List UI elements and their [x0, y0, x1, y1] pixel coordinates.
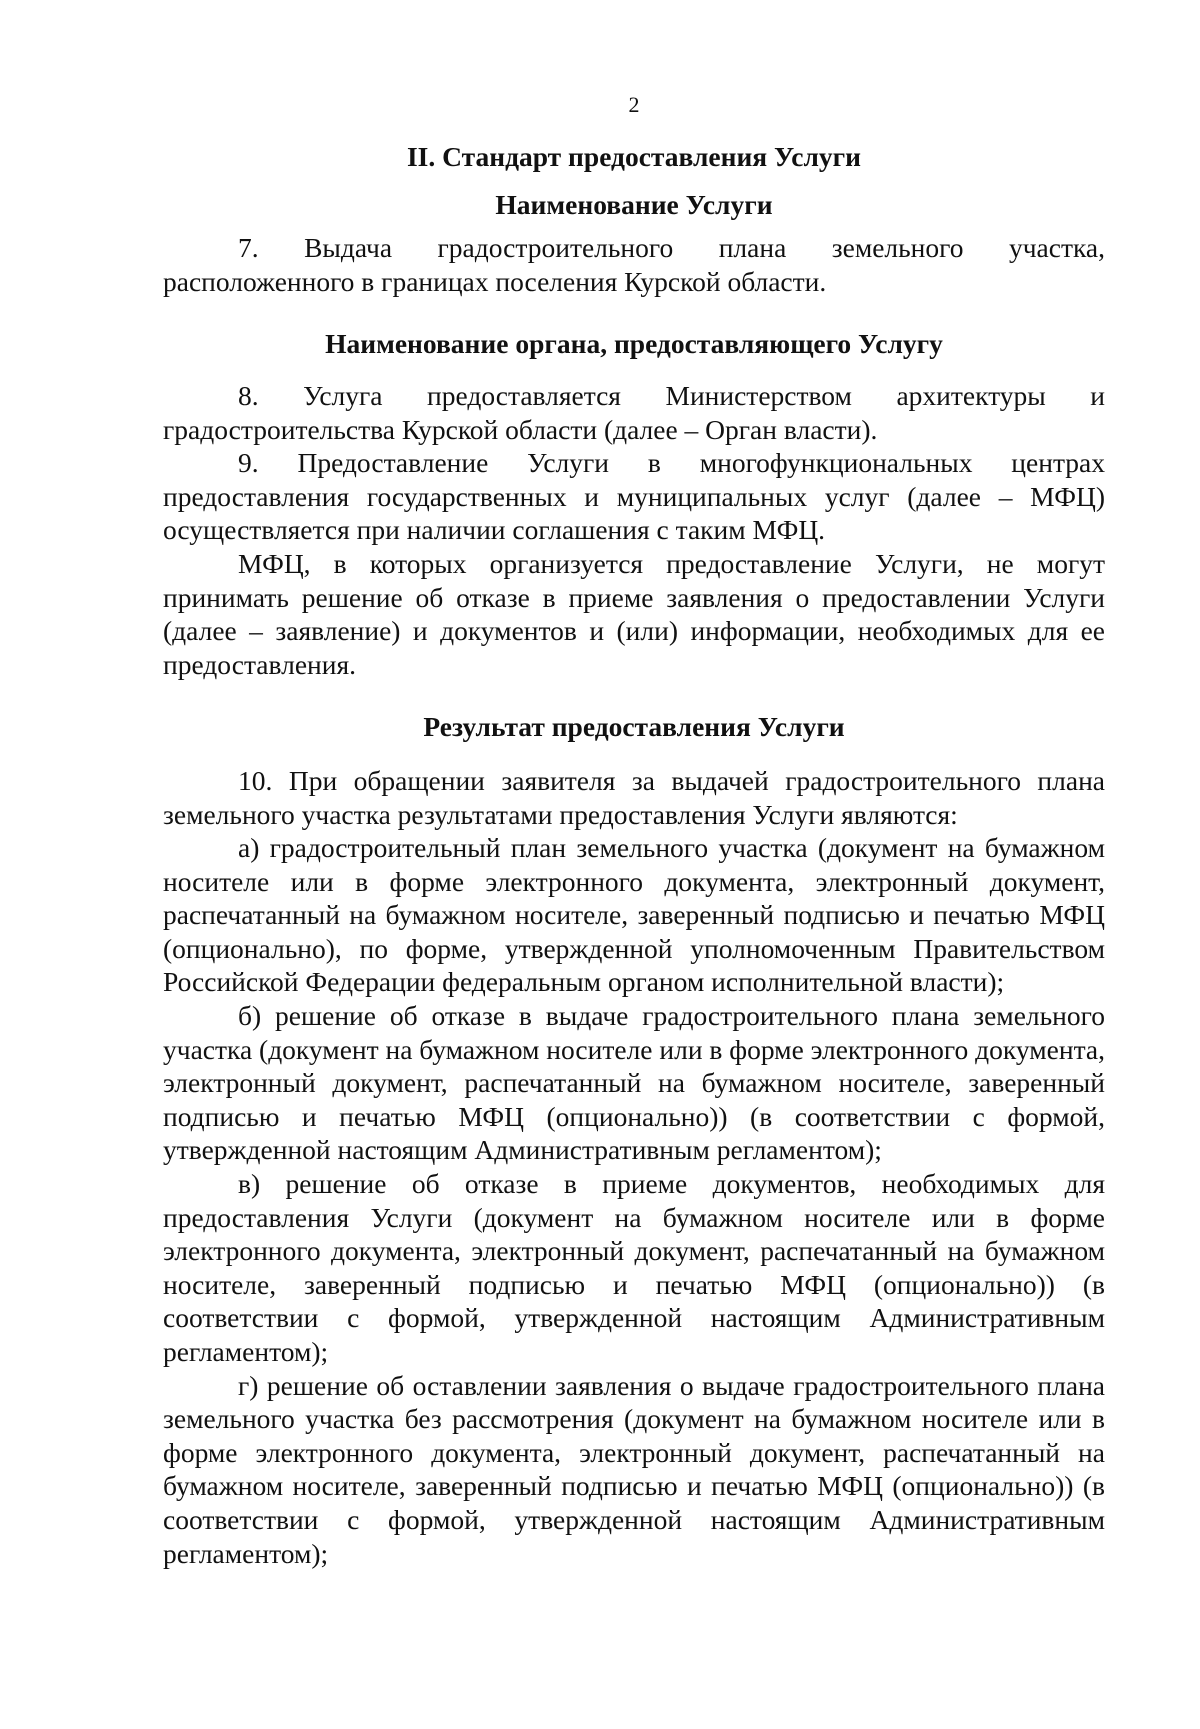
paragraph-9: 9. Предоставление Услуги в многофункциональных центрах предоставления государственных и муниципальных услуг (далее – МФЦ) осуществляется при наличии соглашения с таким МФЦ.	[163, 447, 1105, 546]
heading-service-organ: Наименование органа, предоставляющего Услугу	[325, 328, 943, 360]
section-title: II. Стандарт предоставления Услуги	[406, 141, 861, 172]
heading-service-name: Наименование Услуги	[495, 188, 773, 220]
page-number: 2	[628, 92, 640, 117]
heading-service-result: Результат предоставления Услуги	[423, 711, 845, 743]
paragraph-10-v: в) решение об отказе в приеме документов, необходимых для предоставления Услуги (документ на бумажном носителе или в форме электронного документа, электронный документ, распечатанный на бумажном носителе, заверенный подписью и печатью МФЦ (опционально)) (в соответствии с формой, утвержденной настоящим Административным регламентом);	[163, 1168, 1105, 1367]
document-body	[163, 140, 1105, 1570]
paragraph-10: 10. При обращении заявителя за выдачей градостроительного плана земельного участка результатами предоставления Услуги являются:	[163, 764, 1105, 830]
paragraph-10-a: а) градостроительный план земельного участка (документ на бумажном носителе или в форме электронного документа, электронный документ, распечатанный на бумажном носителе, заверенный подписью и печатью МФЦ (опционально), по форме, утвержденной уполномоченным Правительством Российской Федерации федеральным органом исполнительной власти);	[163, 832, 1105, 998]
paragraph-10-b: б) решение об отказе в выдаче градостроительного плана земельного участка (документ на бумажном носителе или в форме электронного документа, электронный документ, распечатанный на бумажном носителе, заверенный подписью и печатью МФЦ (опционально)) (в соответствии с формой, утвержденной настоящим Административным регламентом);	[163, 1000, 1106, 1166]
paragraph-8: 8. Услуга предоставляется Министерством архитектуры и градостроительства Курской области (далее – Орган власти).	[163, 379, 1105, 445]
paragraph-9-mfc: МФЦ, в которых организуется предоставление Услуги, не могут принимать решение об отказе в приеме заявления о предоставлении Услуги (далее – заявление) и документов и (или) информации, необходимых для ее предоставления.	[163, 547, 1105, 680]
paragraph-10-g: г) решение об оставлении заявления о выдаче градостроительного плана земельного участка без рассмотрения (документ на бумажном носителе или в форме электронного документа, электронный документ, распечатанный на бумажном носителе, заверенный подписью и печатью МФЦ (опционально)) (в соответствии с формой, утвержденной настоящим Административным регламентом);	[163, 1369, 1105, 1569]
paragraph-7: 7. Выдача градостроительного плана земельного участка, расположенного в границах поселения Курской области.	[163, 232, 1105, 297]
